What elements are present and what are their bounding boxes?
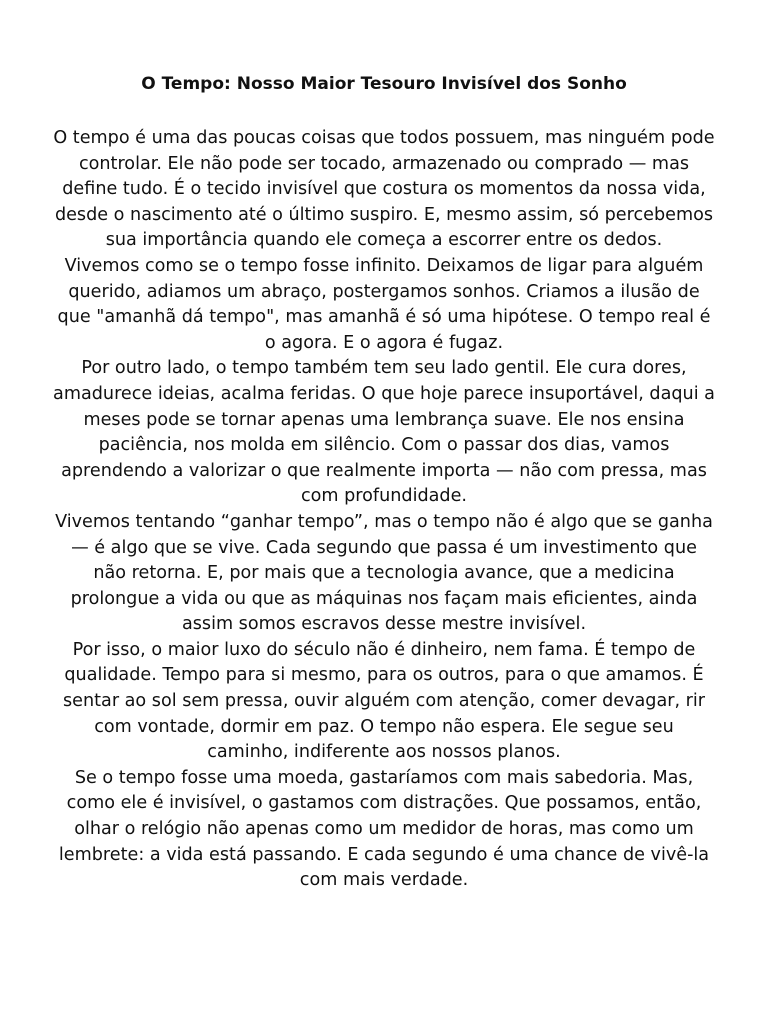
document-body [52, 126, 716, 894]
paragraph-1: O tempo é uma das poucas coisas que todos possuem, mas ninguém pode controlar. Ele não pode ser tocado, armazenado ou comprado — mas define tudo. É o tecido invisível que costura os momentos da nossa vida, desde o nascimento até o último suspiro. E, mesmo assim, só percebemos sua importância quando ele começa a escorrer entre os dedos. [53, 128, 715, 251]
paragraph-5: Por isso, o maior luxo do século não é dinheiro, nem fama. É tempo de qualidade. Tempo para si mesmo, para os outros, para o que amamos. É sentar ao sol sem pressa, ouvir alguém com atenção, comer devagar, rir com vontade, dormir em paz. O tempo não espera. Ele segue seu caminho, indiferente aos nossos planos. [63, 639, 705, 763]
paragraph-4: Vivemos tentando “ganhar tempo”, mas o tempo não é algo que se ganha — é algo que se vive. Cada segundo que passa é um investimento que não retorna. E, por mais que a tecnologia avance, que a medicina prolongue a vida ou que as máquinas nos façam mais eficientes, ainda assim somos escravos desse mestre invisível. [55, 511, 713, 635]
paragraph-6: Se o tempo fosse uma moeda, gastaríamos com mais sabedoria. Mas, como ele é invisível, o gastamos com distrações. Que possamos, então, olhar o relógio não apenas como um medidor de horas, mas como um lembrete: a vida está passando. E cada segundo é uma chance de vivê-la com mais verdade. [58, 767, 710, 891]
document-title: O Tempo: Nosso Maior Tesouro Invisível dos Sonho [141, 74, 627, 94]
paragraph-3: Por outro lado, o tempo também tem seu lado gentil. Ele cura dores, amadurece ideias, acalma feridas. O que hoje parece insuportável, daqui a meses pode se tornar apenas uma lembrança suave. Ele nos ensina paciência, nos molda em silêncio. Com o passar dos dias, vamos aprendendo a valorizar o que realmente importa — não com pressa, mas com profundidade. [53, 358, 715, 507]
paragraph-2: Vivemos como se o tempo fosse infinito. Deixamos de ligar para alguém querido, adiamos um abraço, postergamos sonhos. Criamos a ilusão de que "amanhã dá tempo", mas amanhã é só uma hipótese. O tempo real é o agora. E o agora é fugaz. [57, 255, 711, 353]
